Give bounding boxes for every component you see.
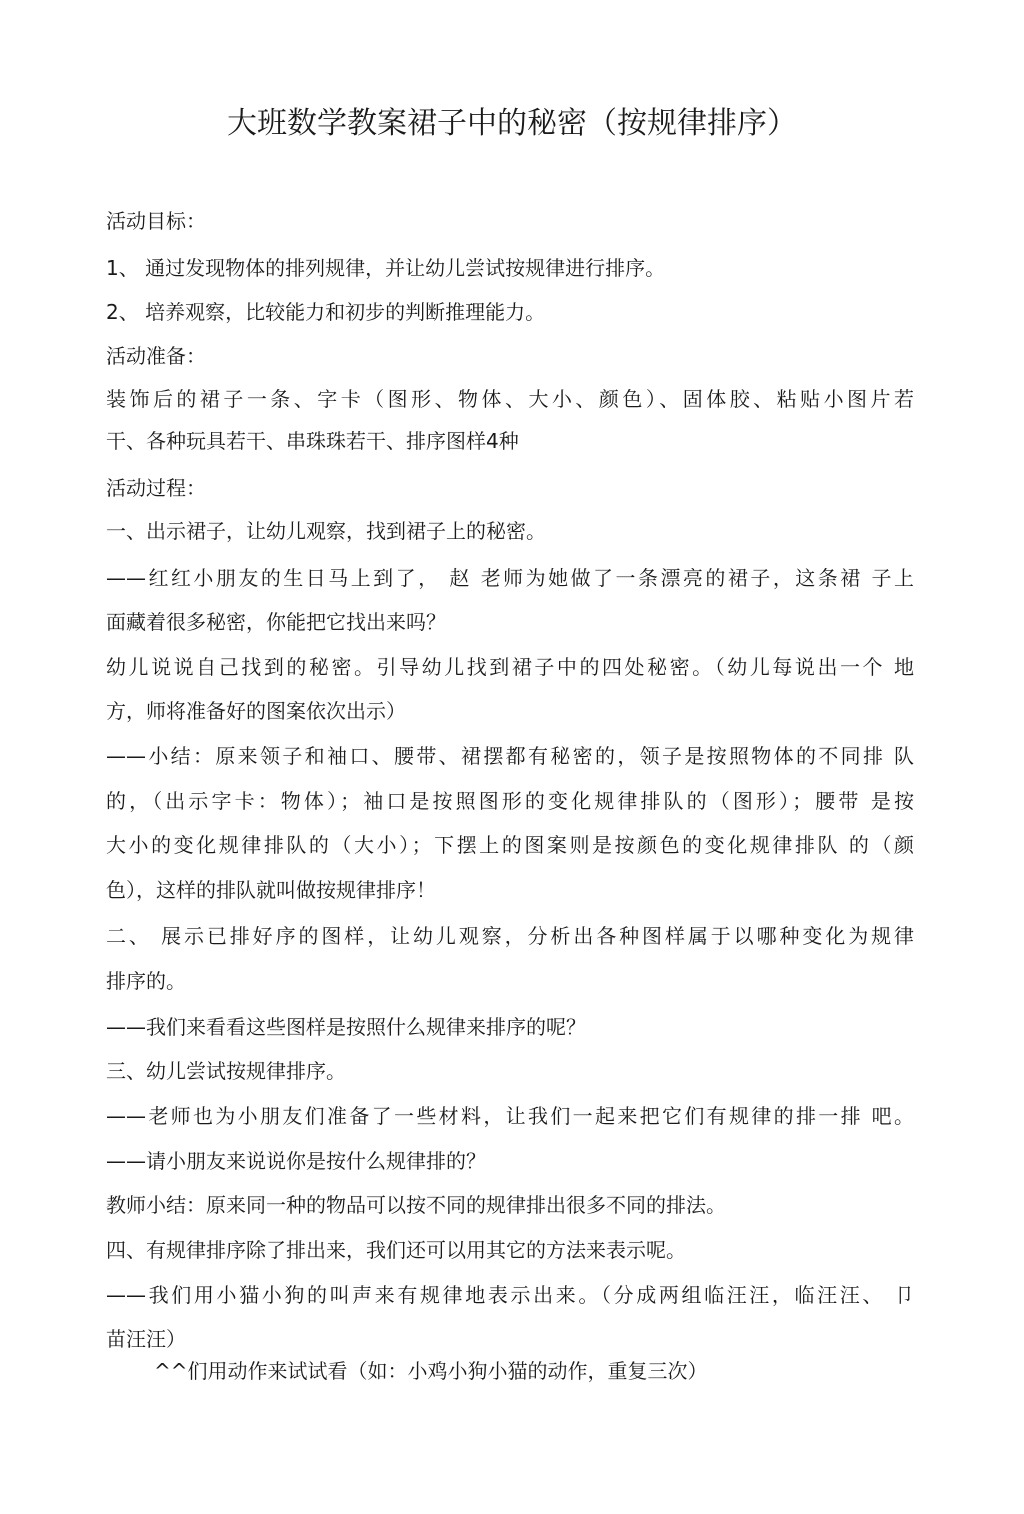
section-heading-process: 活动过程：	[106, 476, 206, 500]
paragraph-line: 苗汪汪）	[106, 1327, 186, 1351]
goal-item-2: 2、 培养观察，比较能力和初步的判断推理能力。	[106, 300, 546, 324]
step-three-heading: 三、幼儿尝试按规律排序。	[106, 1059, 346, 1083]
preparation-text-line-2: 干、各种玩具若干、串珠珠若干、排序图样4种	[106, 429, 519, 453]
paragraph-line: 方，师将准备好的图案依次出示）	[106, 699, 406, 723]
section-heading-goals: 活动目标：	[106, 209, 206, 233]
paragraph-line: 排序的。	[106, 969, 186, 993]
paragraph-line: ——我们来看看这些图样是按照什么规律来排序的呢？	[106, 1015, 586, 1039]
paragraph-line: ——红红小朋友的生日马上到了， 赵 老师为她做了一条漂亮的裙子，这条裙 子上	[106, 566, 914, 590]
paragraph-line: 大小的变化规律排队的（大小）；下摆上的图案则是按颜色的变化规律排队 的（颜	[106, 833, 914, 857]
paragraph-line: 幼儿说说自己找到的秘密。引导幼儿找到裙子中的四处秘密。（幼儿每说出一个 地	[106, 655, 914, 679]
preparation-text-line-1: 装饰后的裙子一条、字卡（图形、物体、大小、颜色）、固体胶、粘贴小图片若	[106, 387, 914, 411]
step-one-heading: 一、出示裙子，让幼儿观察，找到裙子上的秘密。	[106, 519, 546, 543]
paragraph-line: ——小结：原来领子和袖口、腰带、裙摆都有秘密的，领子是按照物体的不同排 队	[106, 744, 914, 768]
step-two-heading: 二、 展示已排好序的图样，让幼儿观察，分析出各种图样属于以哪种变化为规律	[106, 924, 914, 948]
paragraph-line: 色），这样的排队就叫做按规律排序！	[106, 878, 436, 902]
paragraph-line: ——老师也为小朋友们准备了一些材料，让我们一起来把它们有规律的排一排 吧。	[106, 1104, 914, 1128]
paragraph-line: ——请小朋友来说说你是按什么规律排的？	[106, 1149, 486, 1173]
paragraph-line: ^^们用动作来试试看（如：小鸡小狗小猫的动作，重复三次）	[154, 1359, 708, 1383]
paragraph-line: ——我们用小猫小狗的叫声来有规律地表示出来。（分成两组临汪汪，临汪汪、 卩	[106, 1283, 914, 1307]
document-title: 大班数学教案裙子中的秘密（按规律排序）	[227, 106, 797, 141]
paragraph-line: 的，（出示字卡：物体）；袖口是按照图形的变化规律排队的（图形）；腰带 是按	[106, 789, 914, 813]
step-four-heading: 四、有规律排序除了排出来，我们还可以用其它的方法来表示呢。	[106, 1238, 686, 1262]
paragraph-line: 教师小结：原来同一种的物品可以按不同的规律排出很多不同的排法。	[106, 1193, 726, 1217]
section-heading-preparation: 活动准备：	[106, 344, 206, 368]
paragraph-line: 面藏着很多秘密，你能把它找出来吗？	[106, 610, 446, 634]
goal-item-1: 1、 通过发现物体的排列规律，并让幼儿尝试按规律进行排序。	[106, 256, 666, 280]
